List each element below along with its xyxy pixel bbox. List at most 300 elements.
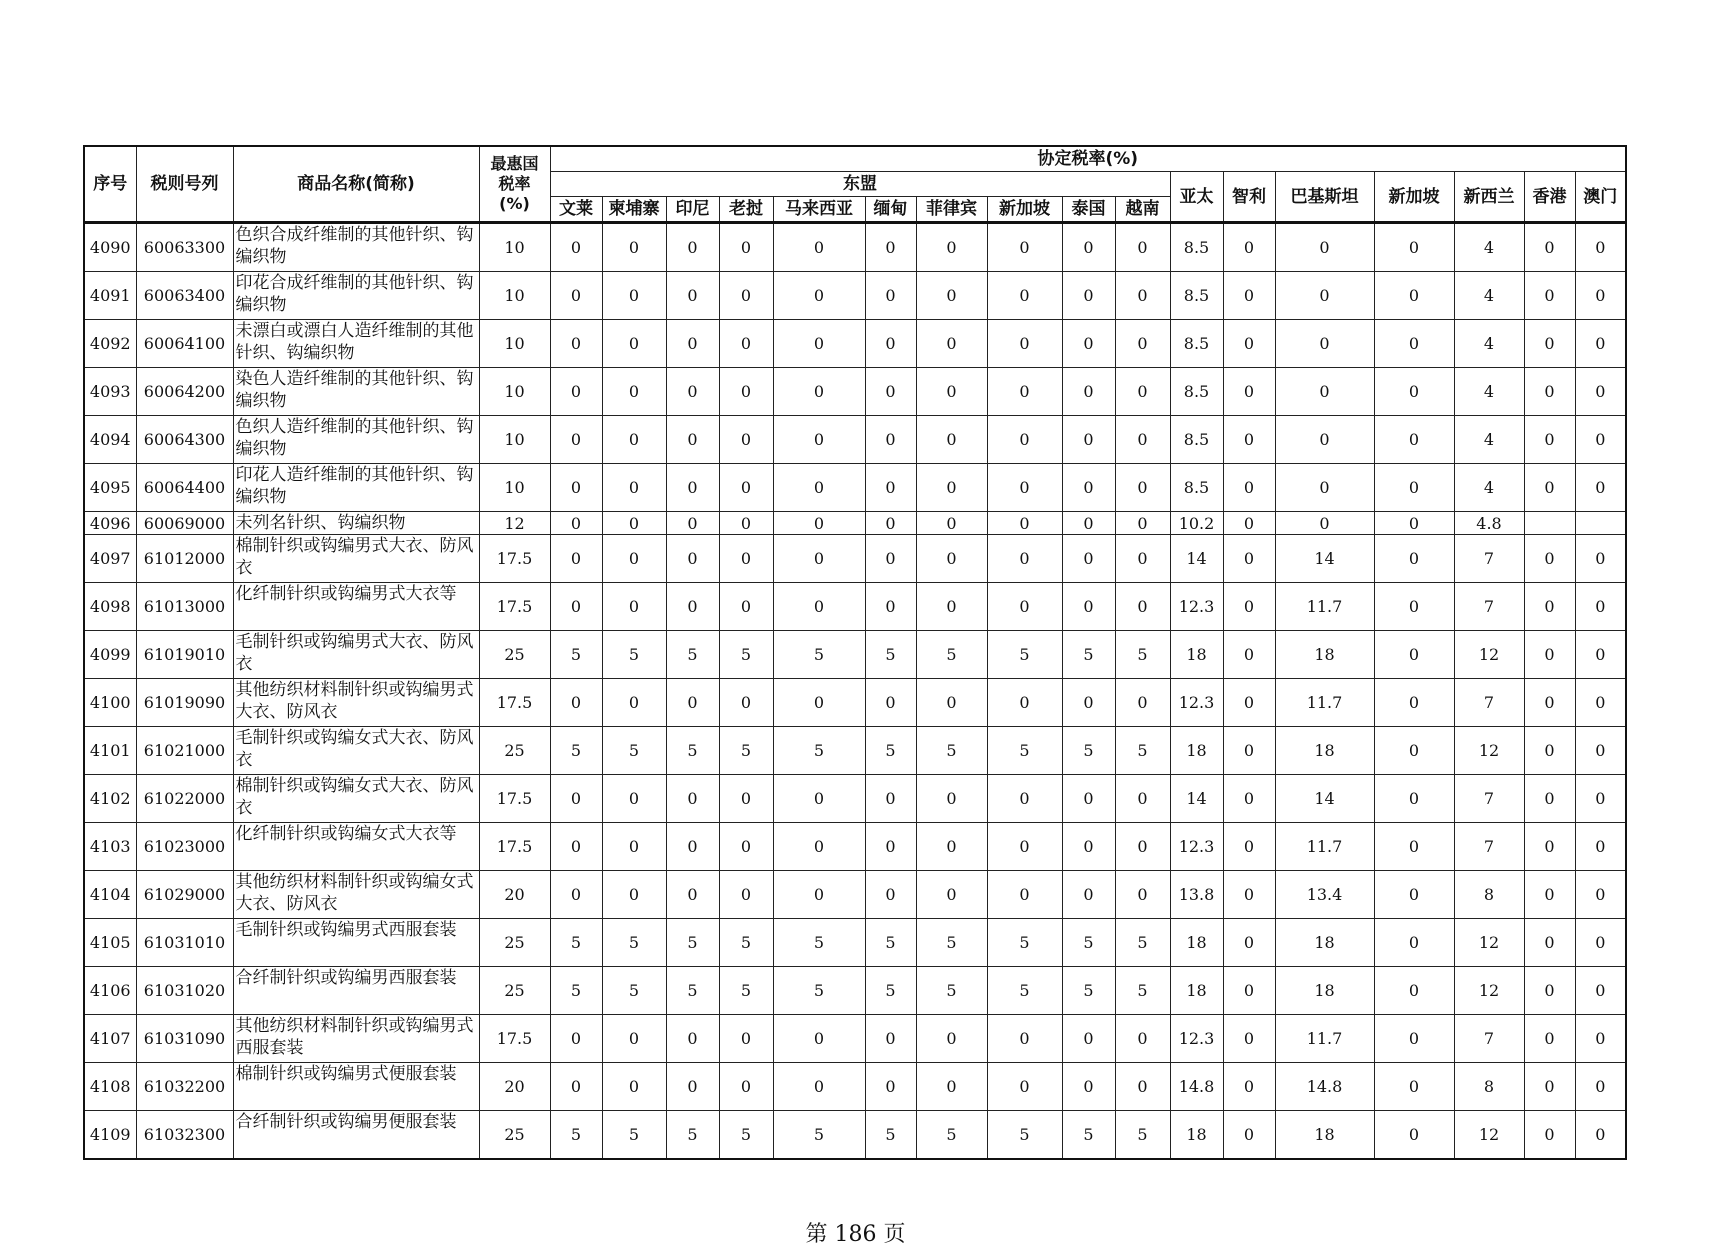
row-product-name: 合纤制针织或钩编男西服套装 — [233, 967, 479, 1015]
row-agreement-rate: 0 — [1374, 823, 1454, 871]
row-agreement-rate: 0 — [1223, 775, 1275, 823]
row-agreement-rate: 0 — [865, 416, 916, 464]
row-agreement-rate: 0 — [1115, 368, 1170, 416]
row-product-name: 色织人造纤维制的其他针织、钩编织物 — [233, 416, 479, 464]
row-tariff-code: 60063400 — [136, 272, 233, 320]
row-agreement-rate: 0 — [916, 871, 987, 919]
row-agreement-rate: 0 — [602, 679, 666, 727]
row-agreement-rate: 0 — [719, 535, 773, 583]
row-agreement-rate: 0 — [719, 368, 773, 416]
row-agreement-rate: 0 — [550, 1015, 602, 1063]
row-agreement-rate: 0 — [773, 320, 865, 368]
row-agreement-rate: 5 — [773, 967, 865, 1015]
row-agreement-rate: 0 — [1524, 1015, 1575, 1063]
table-row — [84, 823, 1626, 871]
page-number: 第 186 页 — [805, 1222, 906, 1247]
row-agreement-rate: 5 — [865, 727, 916, 775]
row-agreement-rate: 0 — [1115, 512, 1170, 535]
row-agreement-rate: 0 — [987, 512, 1062, 535]
row-agreement-rate: 5 — [719, 1111, 773, 1160]
row-agreement-rate: 0 — [1524, 871, 1575, 919]
row-agreement-rate: 0 — [719, 464, 773, 512]
row-agreement-rate: 0 — [719, 1015, 773, 1063]
row-tariff-code: 61032300 — [136, 1111, 233, 1160]
row-agreement-rate: 5 — [602, 967, 666, 1015]
row-seq: 4102 — [84, 775, 136, 823]
row-agreement-rate: 12 — [1454, 727, 1524, 775]
row-seq: 4092 — [84, 320, 136, 368]
row-agreement-rate: 0 — [550, 512, 602, 535]
row-agreement-rate: 0 — [1524, 583, 1575, 631]
row-product-name: 印花合成纤维制的其他针织、钩编织物 — [233, 272, 479, 320]
row-agreement-rate: 0 — [987, 416, 1062, 464]
header-mfn-line2: 税率 — [498, 174, 531, 193]
row-agreement-rate: 4 — [1454, 464, 1524, 512]
row-mfn-rate: 17.5 — [479, 823, 550, 871]
row-agreement-rate: 0 — [1524, 535, 1575, 583]
row-agreement-rate: 0 — [916, 679, 987, 727]
row-agreement-rate: 0 — [1062, 775, 1115, 823]
row-agreement-rate: 5 — [916, 967, 987, 1015]
row-agreement-rate: 0 — [1115, 272, 1170, 320]
row-agreement-rate: 0 — [1575, 368, 1626, 416]
table-row — [84, 272, 1626, 320]
row-agreement-rate: 0 — [773, 535, 865, 583]
row-agreement-rate: 0 — [1575, 1063, 1626, 1111]
row-agreement-rate: 7 — [1454, 1015, 1524, 1063]
row-mfn-rate: 17.5 — [479, 535, 550, 583]
row-agreement-rate: 0 — [773, 416, 865, 464]
row-agreement-rate: 0 — [1524, 272, 1575, 320]
row-agreement-rate: 0 — [1223, 320, 1275, 368]
row-agreement-rate: 0 — [773, 679, 865, 727]
row-agreement-rate: 0 — [865, 871, 916, 919]
header-partner-singapore: 新加坡 — [1374, 172, 1454, 223]
row-agreement-rate: 14 — [1275, 535, 1374, 583]
row-mfn-rate: 17.5 — [479, 583, 550, 631]
row-agreement-rate: 13.4 — [1275, 871, 1374, 919]
row-seq: 4097 — [84, 535, 136, 583]
row-mfn-rate: 10 — [479, 416, 550, 464]
row-agreement-rate: 0 — [602, 272, 666, 320]
header-seq: 序号 — [84, 146, 136, 223]
row-agreement-rate: 0 — [1062, 1063, 1115, 1111]
row-tariff-code: 60063300 — [136, 223, 233, 272]
tariff-table — [83, 145, 1627, 1160]
row-agreement-rate: 0 — [865, 1015, 916, 1063]
row-agreement-rate: 5 — [865, 631, 916, 679]
row-agreement-rate: 0 — [1275, 416, 1374, 464]
row-agreement-rate: 0 — [1374, 1063, 1454, 1111]
table-row — [84, 583, 1626, 631]
row-mfn-rate: 20 — [479, 871, 550, 919]
row-agreement-rate: 0 — [1275, 464, 1374, 512]
row-agreement-rate: 14.8 — [1170, 1063, 1223, 1111]
row-seq: 4101 — [84, 727, 136, 775]
row-agreement-rate: 0 — [773, 368, 865, 416]
header-partner-pakistan: 巴基斯坦 — [1275, 172, 1374, 223]
row-agreement-rate: 5 — [987, 967, 1062, 1015]
row-agreement-rate: 0 — [916, 1015, 987, 1063]
row-agreement-rate: 0 — [719, 416, 773, 464]
row-agreement-rate: 0 — [1374, 1111, 1454, 1160]
row-agreement-rate: 18 — [1170, 919, 1223, 967]
row-agreement-rate: 0 — [916, 1063, 987, 1111]
row-agreement-rate: 0 — [865, 368, 916, 416]
row-agreement-rate: 0 — [1374, 416, 1454, 464]
row-agreement-rate: 0 — [773, 223, 865, 272]
row-mfn-rate: 17.5 — [479, 679, 550, 727]
row-agreement-rate: 0 — [550, 223, 602, 272]
row-agreement-rate: 12 — [1454, 919, 1524, 967]
row-agreement-rate: 0 — [865, 464, 916, 512]
row-agreement-rate: 5 — [719, 967, 773, 1015]
row-agreement-rate: 0 — [1374, 919, 1454, 967]
row-seq: 4096 — [84, 512, 136, 535]
row-agreement-rate: 0 — [987, 679, 1062, 727]
row-agreement-rate: 0 — [987, 272, 1062, 320]
row-agreement-rate: 0 — [773, 775, 865, 823]
row-agreement-rate: 0 — [719, 679, 773, 727]
row-agreement-rate: 0 — [602, 223, 666, 272]
row-agreement-rate: 0 — [1115, 583, 1170, 631]
row-agreement-rate: 0 — [1374, 272, 1454, 320]
row-agreement-rate: 0 — [1223, 1063, 1275, 1111]
row-agreement-rate: 5 — [550, 727, 602, 775]
row-agreement-rate: 5 — [719, 631, 773, 679]
row-agreement-rate: 18 — [1170, 1111, 1223, 1160]
row-agreement-rate: 0 — [987, 823, 1062, 871]
row-agreement-rate: 5 — [916, 631, 987, 679]
row-mfn-rate: 10 — [479, 368, 550, 416]
row-agreement-rate: 0 — [550, 1063, 602, 1111]
row-tariff-code: 60064400 — [136, 464, 233, 512]
row-tariff-code: 61031020 — [136, 967, 233, 1015]
row-agreement-rate: 0 — [1575, 272, 1626, 320]
row-mfn-rate: 25 — [479, 727, 550, 775]
row-agreement-rate: 0 — [602, 1015, 666, 1063]
row-agreement-rate: 0 — [1524, 727, 1575, 775]
row-agreement-rate: 0 — [719, 512, 773, 535]
row-agreement-rate: 0 — [550, 823, 602, 871]
row-agreement-rate: 0 — [1524, 919, 1575, 967]
row-agreement-rate: 0 — [1223, 464, 1275, 512]
row-agreement-rate: 0 — [865, 512, 916, 535]
row-agreement-rate: 5 — [666, 1111, 719, 1160]
row-agreement-rate: 0 — [987, 775, 1062, 823]
row-agreement-rate: 5 — [987, 919, 1062, 967]
row-agreement-rate: 0 — [865, 272, 916, 320]
row-agreement-rate: 12 — [1454, 1111, 1524, 1160]
row-agreement-rate: 5 — [916, 1111, 987, 1160]
row-agreement-rate: 5 — [666, 919, 719, 967]
row-agreement-rate: 5 — [550, 631, 602, 679]
row-agreement-rate: 0 — [1115, 416, 1170, 464]
row-agreement-rate: 0 — [666, 368, 719, 416]
row-seq: 4103 — [84, 823, 136, 871]
row-agreement-rate: 5 — [865, 919, 916, 967]
row-agreement-rate: 0 — [1575, 583, 1626, 631]
row-agreement-rate: 0 — [666, 416, 719, 464]
row-agreement-rate: 0 — [719, 583, 773, 631]
row-agreement-rate: 0 — [1115, 1015, 1170, 1063]
row-agreement-rate: 5 — [773, 919, 865, 967]
row-agreement-rate: 0 — [550, 320, 602, 368]
header-asean-thailand: 泰国 — [1062, 197, 1115, 223]
row-agreement-rate: 0 — [602, 775, 666, 823]
row-agreement-rate: 5 — [1062, 727, 1115, 775]
row-agreement-rate: 5 — [773, 1111, 865, 1160]
table-row — [84, 223, 1626, 272]
row-tariff-code: 61012000 — [136, 535, 233, 583]
row-agreement-rate: 0 — [1575, 464, 1626, 512]
row-agreement-rate: 5 — [1062, 631, 1115, 679]
row-agreement-rate: 0 — [719, 272, 773, 320]
row-product-name: 未漂白或漂白人造纤维制的其他针织、钩编织物 — [233, 320, 479, 368]
table-row — [84, 871, 1626, 919]
row-agreement-rate: 0 — [1275, 223, 1374, 272]
row-agreement-rate: 11.7 — [1275, 1015, 1374, 1063]
row-agreement-rate: 0 — [1575, 679, 1626, 727]
row-agreement-rate: 0 — [666, 1063, 719, 1111]
table-row — [84, 1111, 1626, 1160]
row-agreement-rate: 13.8 — [1170, 871, 1223, 919]
row-agreement-rate: 0 — [865, 679, 916, 727]
row-agreement-rate: 0 — [602, 1063, 666, 1111]
row-agreement-rate: 4 — [1454, 416, 1524, 464]
row-agreement-rate: 0 — [1575, 320, 1626, 368]
row-tariff-code: 61022000 — [136, 775, 233, 823]
table-row — [84, 631, 1626, 679]
header-asean-brunei: 文莱 — [550, 197, 602, 223]
row-agreement-rate: 0 — [987, 368, 1062, 416]
row-agreement-rate: 0 — [1062, 823, 1115, 871]
row-agreement-rate: 11.7 — [1275, 823, 1374, 871]
header-mfn — [479, 146, 550, 223]
table-row — [84, 679, 1626, 727]
row-agreement-rate: 0 — [719, 823, 773, 871]
row-product-name: 其他纺织材料制针织或钩编男式大衣、防风衣 — [233, 679, 479, 727]
header-mfn-line1: 最惠国 — [490, 154, 539, 173]
row-agreement-rate: 0 — [1115, 679, 1170, 727]
row-agreement-rate: 5 — [865, 1111, 916, 1160]
row-agreement-rate: 14 — [1170, 775, 1223, 823]
row-agreement-rate: 0 — [916, 368, 987, 416]
row-agreement-rate: 0 — [550, 583, 602, 631]
row-seq: 4100 — [84, 679, 136, 727]
row-agreement-rate: 7 — [1454, 679, 1524, 727]
row-agreement-rate: 0 — [1223, 416, 1275, 464]
row-tariff-code: 61019010 — [136, 631, 233, 679]
row-tariff-code: 61031010 — [136, 919, 233, 967]
row-tariff-code: 61013000 — [136, 583, 233, 631]
row-agreement-rate: 0 — [1575, 223, 1626, 272]
row-mfn-rate: 20 — [479, 1063, 550, 1111]
row-tariff-code: 61023000 — [136, 823, 233, 871]
row-agreement-rate: 0 — [1575, 823, 1626, 871]
table-row — [84, 368, 1626, 416]
row-agreement-rate: 7 — [1454, 775, 1524, 823]
row-agreement-rate: 0 — [602, 871, 666, 919]
row-agreement-rate: 0 — [916, 464, 987, 512]
row-agreement-rate: 0 — [865, 535, 916, 583]
header-partner-chile: 智利 — [1223, 172, 1275, 223]
row-agreement-rate: 0 — [1223, 272, 1275, 320]
row-agreement-rate: 14 — [1170, 535, 1223, 583]
row-agreement-rate: 5 — [987, 631, 1062, 679]
table-row — [84, 416, 1626, 464]
row-product-name: 毛制针织或钩编男式西服套装 — [233, 919, 479, 967]
row-agreement-rate: 5 — [865, 967, 916, 1015]
row-agreement-rate: 0 — [1374, 223, 1454, 272]
row-agreement-rate: 0 — [1223, 223, 1275, 272]
row-agreement-rate: 0 — [987, 464, 1062, 512]
header-asean: 东盟 — [550, 172, 1170, 197]
row-agreement-rate: 8.5 — [1170, 320, 1223, 368]
row-agreement-rate: 0 — [1062, 535, 1115, 583]
row-agreement-rate: 0 — [1374, 631, 1454, 679]
row-agreement-rate: 5 — [916, 919, 987, 967]
row-agreement-rate: 0 — [1524, 416, 1575, 464]
row-agreement-rate: 0 — [1275, 272, 1374, 320]
table-row — [84, 535, 1626, 583]
row-agreement-rate: 0 — [550, 416, 602, 464]
row-agreement-rate: 10.2 — [1170, 512, 1223, 535]
row-agreement-rate: 0 — [1062, 1015, 1115, 1063]
row-agreement-rate: 0 — [916, 535, 987, 583]
row-agreement-rate: 0 — [1374, 871, 1454, 919]
row-agreement-rate: 0 — [865, 583, 916, 631]
row-agreement-rate: 11.7 — [1275, 679, 1374, 727]
row-agreement-rate: 0 — [1275, 320, 1374, 368]
row-agreement-rate: 0 — [1062, 871, 1115, 919]
row-tariff-code: 61032200 — [136, 1063, 233, 1111]
row-agreement-rate: 0 — [865, 775, 916, 823]
row-agreement-rate: 0 — [865, 823, 916, 871]
row-agreement-rate: 0 — [550, 464, 602, 512]
row-agreement-rate: 0 — [1374, 368, 1454, 416]
row-agreement-rate: 0 — [1223, 871, 1275, 919]
row-agreement-rate: 0 — [1115, 223, 1170, 272]
row-agreement-rate: 0 — [916, 416, 987, 464]
row-agreement-rate: 8.5 — [1170, 416, 1223, 464]
row-agreement-rate: 0 — [1115, 535, 1170, 583]
table-row — [84, 775, 1626, 823]
row-agreement-rate: 0 — [602, 416, 666, 464]
row-agreement-rate: 5 — [1062, 1111, 1115, 1160]
row-agreement-rate: 12 — [1454, 631, 1524, 679]
row-agreement-rate: 0 — [916, 320, 987, 368]
header-asean-laos: 老挝 — [719, 197, 773, 223]
row-agreement-rate: 12.3 — [1170, 583, 1223, 631]
row-agreement-rate: 0 — [773, 1015, 865, 1063]
row-agreement-rate: 0 — [987, 583, 1062, 631]
row-product-name: 毛制针织或钩编男式大衣、防风衣 — [233, 631, 479, 679]
row-agreement-rate: 0 — [1374, 1015, 1454, 1063]
row-agreement-rate: 0 — [1062, 368, 1115, 416]
row-agreement-rate: 0 — [666, 583, 719, 631]
row-agreement-rate: 0 — [987, 223, 1062, 272]
row-agreement-rate: 5 — [1115, 919, 1170, 967]
row-agreement-rate: 0 — [1223, 1015, 1275, 1063]
row-agreement-rate: 5 — [1115, 967, 1170, 1015]
table-row — [84, 512, 1626, 535]
row-agreement-rate: 5 — [602, 631, 666, 679]
row-agreement-rate: 0 — [1524, 368, 1575, 416]
row-agreement-rate: 0 — [1374, 583, 1454, 631]
row-seq: 4094 — [84, 416, 136, 464]
row-agreement-rate: 14.8 — [1275, 1063, 1374, 1111]
row-agreement-rate: 0 — [1524, 1063, 1575, 1111]
row-agreement-rate: 0 — [602, 583, 666, 631]
row-agreement-rate: 0 — [1115, 871, 1170, 919]
row-agreement-rate: 0 — [666, 775, 719, 823]
row-agreement-rate: 0 — [719, 871, 773, 919]
row-tariff-code: 60064300 — [136, 416, 233, 464]
row-agreement-rate: 5 — [666, 631, 719, 679]
row-agreement-rate: 0 — [773, 871, 865, 919]
header-agreement: 协定税率(%) — [550, 146, 1626, 172]
row-agreement-rate: 0 — [1223, 583, 1275, 631]
row-agreement-rate: 0 — [773, 823, 865, 871]
row-tariff-code: 60064100 — [136, 320, 233, 368]
row-agreement-rate: 0 — [1223, 823, 1275, 871]
header-asean-myanmar: 缅甸 — [865, 197, 916, 223]
header-asean-singapore: 新加坡 — [987, 197, 1062, 223]
row-agreement-rate: 5 — [550, 967, 602, 1015]
row-agreement-rate: 0 — [1575, 871, 1626, 919]
row-agreement-rate: 0 — [602, 320, 666, 368]
row-agreement-rate: 5 — [987, 1111, 1062, 1160]
row-agreement-rate: 0 — [1575, 535, 1626, 583]
row-agreement-rate: 0 — [1062, 320, 1115, 368]
row-seq: 4098 — [84, 583, 136, 631]
row-agreement-rate: 0 — [602, 823, 666, 871]
row-mfn-rate: 25 — [479, 919, 550, 967]
table-row — [84, 320, 1626, 368]
row-mfn-rate: 25 — [479, 1111, 550, 1160]
header-mfn-line3: (%) — [499, 194, 530, 213]
row-agreement-rate: 0 — [602, 464, 666, 512]
row-agreement-rate: 0 — [719, 320, 773, 368]
row-agreement-rate: 0 — [773, 272, 865, 320]
header-partner-macao: 澳门 — [1575, 172, 1626, 223]
row-agreement-rate: 0 — [1062, 416, 1115, 464]
row-agreement-rate: 4.8 — [1454, 512, 1524, 535]
row-agreement-rate: 0 — [666, 512, 719, 535]
row-agreement-rate: 12.3 — [1170, 823, 1223, 871]
header-partner-new-zealand: 新西兰 — [1454, 172, 1524, 223]
row-seq: 4095 — [84, 464, 136, 512]
table-row — [84, 1015, 1626, 1063]
row-agreement-rate: 18 — [1170, 967, 1223, 1015]
row-agreement-rate: 8 — [1454, 1063, 1524, 1111]
row-mfn-rate: 10 — [479, 223, 550, 272]
row-agreement-rate: 0 — [1524, 320, 1575, 368]
row-seq: 4104 — [84, 871, 136, 919]
row-agreement-rate: 0 — [916, 823, 987, 871]
table-header — [84, 146, 1626, 223]
row-agreement-rate: 0 — [1223, 727, 1275, 775]
row-agreement-rate: 0 — [987, 871, 1062, 919]
row-tariff-code: 60064200 — [136, 368, 233, 416]
row-agreement-rate: 0 — [916, 775, 987, 823]
row-agreement-rate: 0 — [666, 871, 719, 919]
row-agreement-rate: 0 — [1223, 919, 1275, 967]
row-agreement-rate: 18 — [1275, 919, 1374, 967]
row-agreement-rate: 0 — [987, 1015, 1062, 1063]
row-agreement-rate: 0 — [1524, 1111, 1575, 1160]
